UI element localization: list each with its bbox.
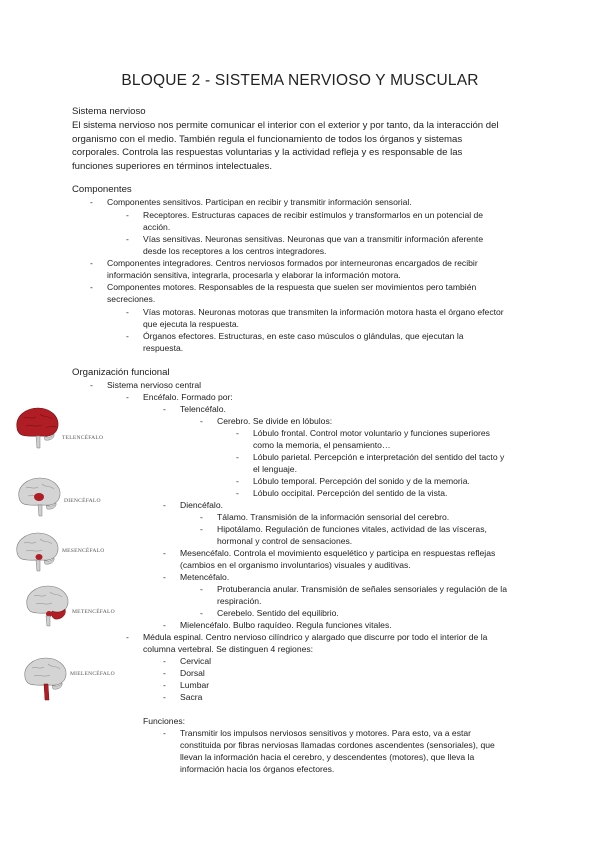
page-title: BLOQUE 2 - SISTEMA NERVIOSO Y MUSCULAR <box>121 72 479 89</box>
list-item: - Diencéfalo. <box>180 500 223 510</box>
figure-caption-telencefalo: TELENCÉFALO <box>62 435 104 441</box>
list-item-cont: respiración. <box>217 596 262 606</box>
list-item: - Encéfalo. Formado por: <box>143 392 233 402</box>
list-item: - Cervical <box>180 656 211 666</box>
list-item-cont: hormonal y control de sensaciones. <box>217 536 353 546</box>
list-item-cont: desde los receptores a los centros integradores. <box>143 246 327 256</box>
list-item-cont: llevan la información hacia el cerebro, y descendentes (motores), que lleva la <box>180 752 475 762</box>
list-item: - Dorsal <box>180 668 205 678</box>
list-item: - Sistema nervioso central <box>107 380 201 390</box>
list-item: - Protuberancia anular. Transmisión de señales sensoriales y regulación de la <box>217 584 507 594</box>
brain-mesencefalo-figure <box>14 531 60 573</box>
list-item: - Lóbulo parietal. Percepción e interpretación del sentido del tacto y <box>253 452 504 462</box>
list-item: - Hipotálamo. Regulación de funciones vitales, actividad de las vísceras, <box>217 524 487 534</box>
brain-telencefalo-figure <box>14 406 60 450</box>
list-item: - Componentes sensitivos. Participan en recibir y transmitir información sensorial. <box>107 197 412 207</box>
list-item-cont: información sensitiva, integrarla, procesarla y elaborar la información motora. <box>107 270 401 280</box>
list-item: - Vías motoras. Neuronas motoras que transmiten la información motora hasta el órgano efector <box>143 307 504 317</box>
list-item-cont: columna vertebral. Se distinguen 4 regiones: <box>143 644 314 654</box>
heading-sistema-nervioso: Sistema nervioso <box>72 106 146 117</box>
list-item: - Vías sensitivas. Neuronas sensitivas. Neuronas que van a transmitir información aferente <box>143 234 483 244</box>
list-item-cont: acción. <box>143 222 171 232</box>
list-item-cont: información hacia los órganos efectores. <box>180 764 335 774</box>
heading-organizacion: Organización funcional <box>72 367 170 378</box>
brain-metencefalo-figure <box>24 584 70 628</box>
list-item: - Mielencéfalo. Bulbo raquídeo. Regula funciones vitales. <box>180 620 392 630</box>
list-item-cont: secreciones. <box>107 294 156 304</box>
list-item-cont: el lenguaje. <box>253 464 297 474</box>
list-item-cont: constituida por fibras nerviosas llamadas cordones ascendentes (sensoriales), que <box>180 740 495 750</box>
brain-mielencefalo-figure <box>22 656 68 702</box>
list-item: - Metencéfalo. <box>180 572 229 582</box>
figure-caption-metencefalo: METENCÉFALO <box>72 609 115 615</box>
list-item-cont: respuesta. <box>143 343 184 353</box>
list-item: - Componentes motores. Responsables de la respuesta que suelen ser movimientos pero también <box>107 282 476 292</box>
list-item-cont: que ejecuta la respuesta. <box>143 319 240 329</box>
list-item: - Lóbulo frontal. Control motor voluntario y funciones superiores <box>253 428 490 438</box>
intro-line: funciones superiores en términos intelectuales. <box>72 160 272 172</box>
list-item: - Telencéfalo. <box>180 404 226 414</box>
intro-line: corporales. Controla las respuestas voluntarias y la actividad refleja y es responsable de las <box>72 147 463 158</box>
list-item: - Médula espinal. Centro nervioso cilíndrico y alargado que discurre por todo el interior de la <box>143 632 487 642</box>
list-item: - Órganos efectores. Estructuras, en este caso músculos o glándulas, que ejecutan la <box>143 331 464 341</box>
list-item: - Componentes integradores. Centros nerviosos formados por interneuronas encargados de recibir <box>107 258 478 268</box>
list-item: - Sacra <box>180 692 202 702</box>
figure-caption-diencefalo: DIENCÉFALO <box>64 498 101 504</box>
heading-funciones: Funciones: <box>143 716 186 726</box>
intro-line: organismo con el medio. También regula el funcionamiento de todos los órganos y sistemas <box>72 133 463 145</box>
list-item: - Receptores. Estructuras capaces de recibir estímulos y transformarlos en un potencial de <box>143 210 483 220</box>
list-item-cont: como la memoria, el pensamiento… <box>253 440 391 450</box>
list-item: - Lumbar <box>180 680 209 690</box>
list-item-cont: (cambios en el organismo involuntarios) visuales y auditivas. <box>180 560 411 570</box>
figure-caption-mielencefalo: MIELENCÉFALO <box>70 671 115 677</box>
list-item: - Lóbulo temporal. Percepción del sonido y de la memoria. <box>253 476 470 486</box>
list-item: - Tálamo. Transmisión de la información sensorial del cerebro. <box>217 512 449 522</box>
list-item: - Transmitir los impulsos nerviosos sensitivos y motores. Para esto, va a estar <box>180 728 471 738</box>
list-item: - Mesencéfalo. Controla el movimiento esquelético y participa en respuestas reflejas <box>180 548 495 558</box>
list-item: - Lóbulo occipital. Percepción del sentido de la vista. <box>253 488 447 498</box>
intro-line: El sistema nervioso nos permite comunicar el interior con el exterior y por tanto, da la interacción del <box>72 120 499 131</box>
heading-componentes: Componentes <box>72 184 132 195</box>
list-item: - Cerebro. Se divide en lóbulos: <box>217 416 332 426</box>
brain-diencefalo-figure <box>16 476 62 518</box>
list-item: - Cerebelo. Sentido del equilibrio. <box>217 608 339 618</box>
figure-caption-mesencefalo: MESENCÉFALO <box>62 548 105 554</box>
